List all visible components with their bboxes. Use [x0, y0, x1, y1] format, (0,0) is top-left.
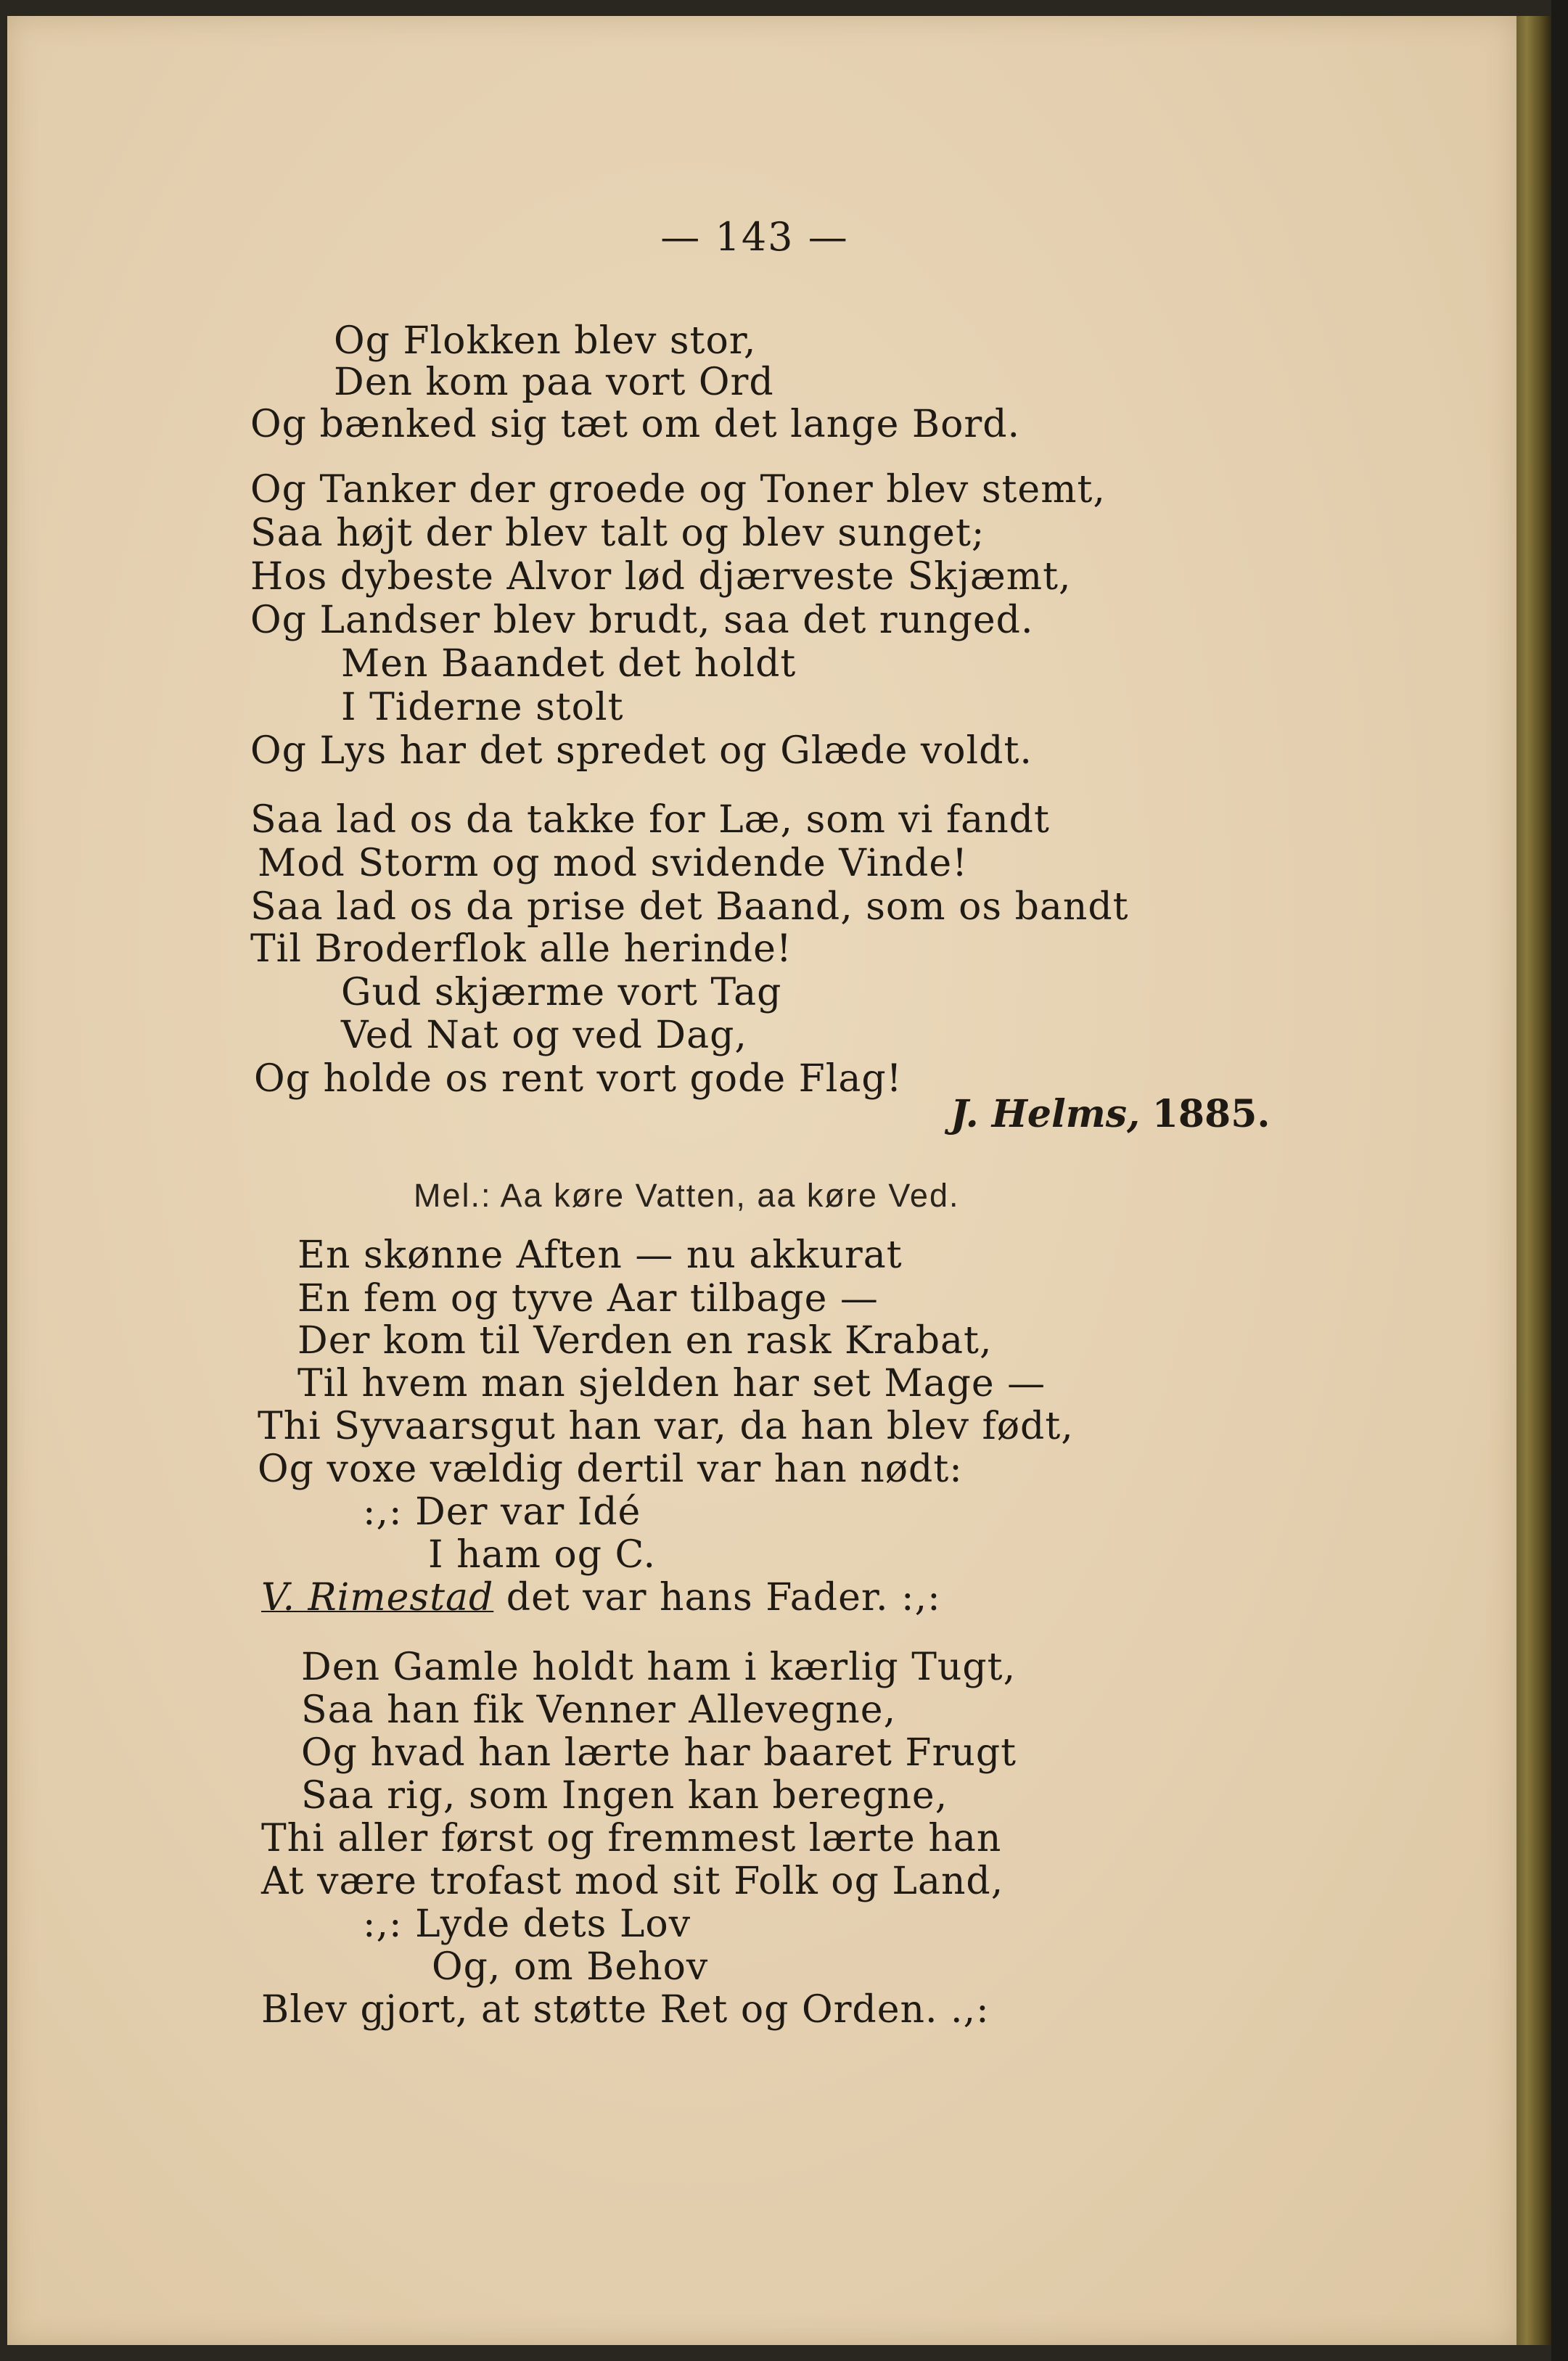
song2-line: Thi Syvaarsgut han var, da han blev født,	[258, 1405, 1074, 1448]
song2-line: Den Gamle holdt ham i kærlig Tugt,	[301, 1646, 1017, 1689]
song2-line: I ham og C.	[428, 1533, 656, 1577]
song2-line: En skønne Aften — nu akkurat	[297, 1233, 903, 1277]
song2-line: Til hvem man sjelden har set Mage —	[297, 1362, 1046, 1405]
song1-line: Saa lad os da takke for Læ, som vi fandt	[250, 798, 1050, 842]
signature	[951, 1093, 1271, 1136]
song1-line: Og Landser blev brudt, saa det runged.	[250, 599, 1034, 642]
song2-line: At være trofast mod sit Folk og Land,	[261, 1860, 1004, 1903]
song2-line-rest: det var hans Fader. :,:	[493, 1576, 941, 1619]
song1-line: Saa lad os da prise det Baand, som os bandt	[250, 885, 1129, 929]
binding-edge	[1551, 0, 1568, 2361]
song2-line: Og hvad han lærte har baaret Frugt	[301, 1731, 1017, 1775]
song2-line: Thi aller først og fremmest lærte han	[261, 1817, 1002, 1860]
song1-line: Og Lys har det spredet og Glæde voldt.	[250, 729, 1033, 773]
song2-line: Saa rig, som Ingen kan beregne,	[301, 1774, 948, 1818]
song1-line: Og bænked sig tæt om det lange Bord.	[250, 403, 1021, 446]
song1-line: Ved Nat og ved Dag,	[341, 1014, 747, 1057]
song1-line: Mod Storm og mod svidende Vinde!	[258, 842, 968, 885]
page-number: — 143 —	[660, 214, 849, 260]
song2-line: :,: Der var Idé	[363, 1490, 641, 1534]
song1-line: Og holde os rent vort gode Flag!	[254, 1057, 903, 1101]
song1-line: Men Baandet det holdt	[341, 642, 797, 686]
song2-line: Og, om Behov	[432, 1945, 709, 1989]
song1-line: I Tiderne stolt	[341, 686, 624, 729]
song1-line: Og Tanker der groede og Toner blev stemt,	[250, 468, 1106, 512]
song2-line	[261, 1576, 941, 1619]
song2-line: Blev gjort, at støtte Ret og Orden. .,:	[261, 1988, 990, 2032]
book-binding	[1516, 16, 1551, 2345]
song2-line: Saa han fik Venner Allevegne,	[301, 1688, 897, 1732]
song1-line: Gud skjærme vort Tag	[341, 971, 782, 1014]
song2-line: Der kom til Verden en rask Krabat,	[297, 1319, 993, 1363]
song2-line: :,: Lyde dets Lov	[363, 1902, 691, 1946]
signature-year: 1885.	[1152, 1092, 1271, 1136]
melody-note: Mel.: Aa køre Vatten, aa køre Ved.	[414, 1177, 960, 1214]
song1-line: Saa højt der blev talt og blev sunget;	[250, 512, 985, 555]
song1-line: Hos dybeste Alvor lød djærveste Skjæmt,	[250, 555, 1072, 599]
song1-line: Til Broderflok alle herinde!	[250, 927, 792, 971]
song2-line: Og voxe vældig dertil var han nødt:	[258, 1448, 963, 1491]
signature-author: J. Helms,	[951, 1092, 1141, 1136]
composer-name: V. Rimestad	[261, 1576, 494, 1619]
song1-line: Den kom paa vort Ord	[334, 361, 774, 404]
song1-line: Og Flokken blev stor,	[334, 319, 757, 363]
song2-line: En fem og tyve Aar tilbage —	[297, 1277, 879, 1321]
